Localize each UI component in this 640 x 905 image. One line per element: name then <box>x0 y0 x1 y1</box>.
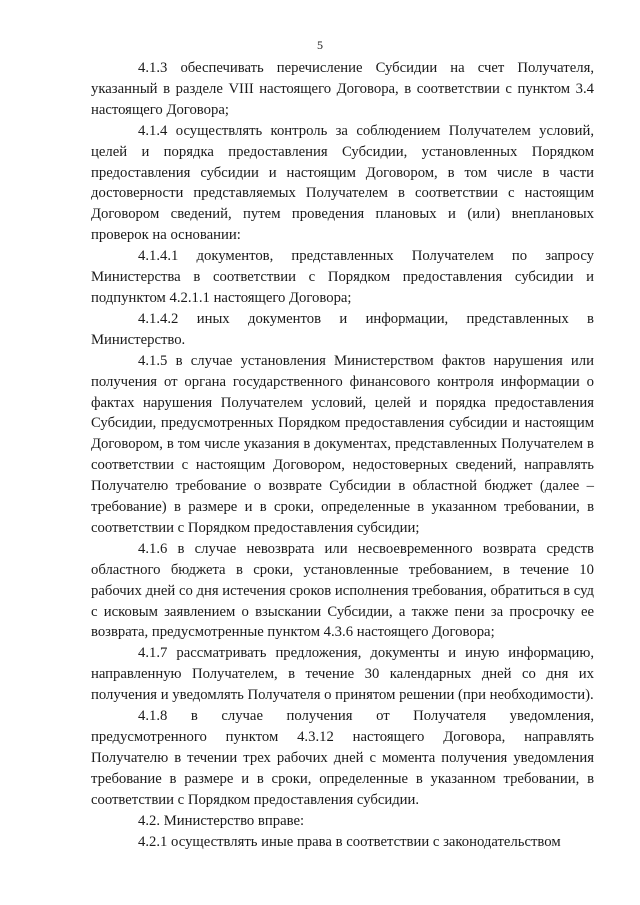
clause-4-1-7: 4.1.7 рассматривать предложения, документы и иную информацию, направленную Получателем, в течение 30 календарных дней со дня их получения и уведомлять Получателя о принятом решении (при необходимости). <box>91 645 594 704</box>
page-number: 5 <box>317 38 323 52</box>
clause-4-1-4-2: 4.1.4.2 иных документов и информации, представленных в Министерство. <box>91 310 594 348</box>
clause-4-1-6: 4.1.6 в случае невозврата или несвоевременного возврата средств областного бюджета в сроки, установленные требованием, в течение 10 рабочих дней со дня истечения сроков исполнения требования, обратиться в суд с исковым заявлением о взыскании Субсидии, а также пени за просрочку ее возврата, предусмотренные пунктом 4.3.6 настоящего Договора; <box>91 540 594 641</box>
clause-4-2-1: 4.2.1 осуществлять иные права в соответствии с законодательством <box>138 833 561 850</box>
clause-4-1-3: 4.1.3 обеспечивать перечисление Субсидии на счет Получателя, указанный в разделе VIII настоящего Договора, в соответствии с пунктом 3.4 настоящего Договора; <box>91 60 594 118</box>
clause-4-1-4: 4.1.4 осуществлять контроль за соблюдением Получателем условий, целей и порядка предоставления Субсидии, установленных Порядком предоставления субсидии и настоящим Договором, в том числе в части достоверности представляемых Получателем в соответствии с настоящим Договором сведений, путем проведения плановых и (или) внеплановых проверок на основании: <box>91 122 594 244</box>
clause-4-1-4-1: 4.1.4.1 документов, представленных Получателем по запросу Министерства в соответствии с Порядком предоставления субсидии и подпунктом 4.2.1.1 настоящего Договора; <box>91 248 594 306</box>
clause-4-1-5: 4.1.5 в случае установления Министерством фактов нарушения или получения от органа государственного финансового контроля информации о фактах нарушения Получателем условий, целей и порядка предоставления Субсидии, предусмотренных Порядком предоставления субсидии и настоящим Договором, в том числе указания в документах, представленных Получателем в соответствии с настоящим Договором, недостоверных сведений, направлять Получателю требование о возврате Субсидии в областной бюджет (далее – требование) в размере и в сроки, определенные в указанном требовании, в соответствии с Порядком предоставления субсидии; <box>91 352 594 536</box>
document-body <box>91 58 594 852</box>
clause-4-2: 4.2. Министерство вправе: <box>138 812 305 829</box>
clause-4-1-8: 4.1.8 в случае получения от Получателя уведомления, предусмотренного пунктом 4.3.12 настоящего Договора, направлять Получателю в течении трех рабочих дней с момента получения уведомления требование в размере и в сроки, определенные в указанном требовании, в соответствии с Порядком предоставления субсидии. <box>91 708 594 808</box>
